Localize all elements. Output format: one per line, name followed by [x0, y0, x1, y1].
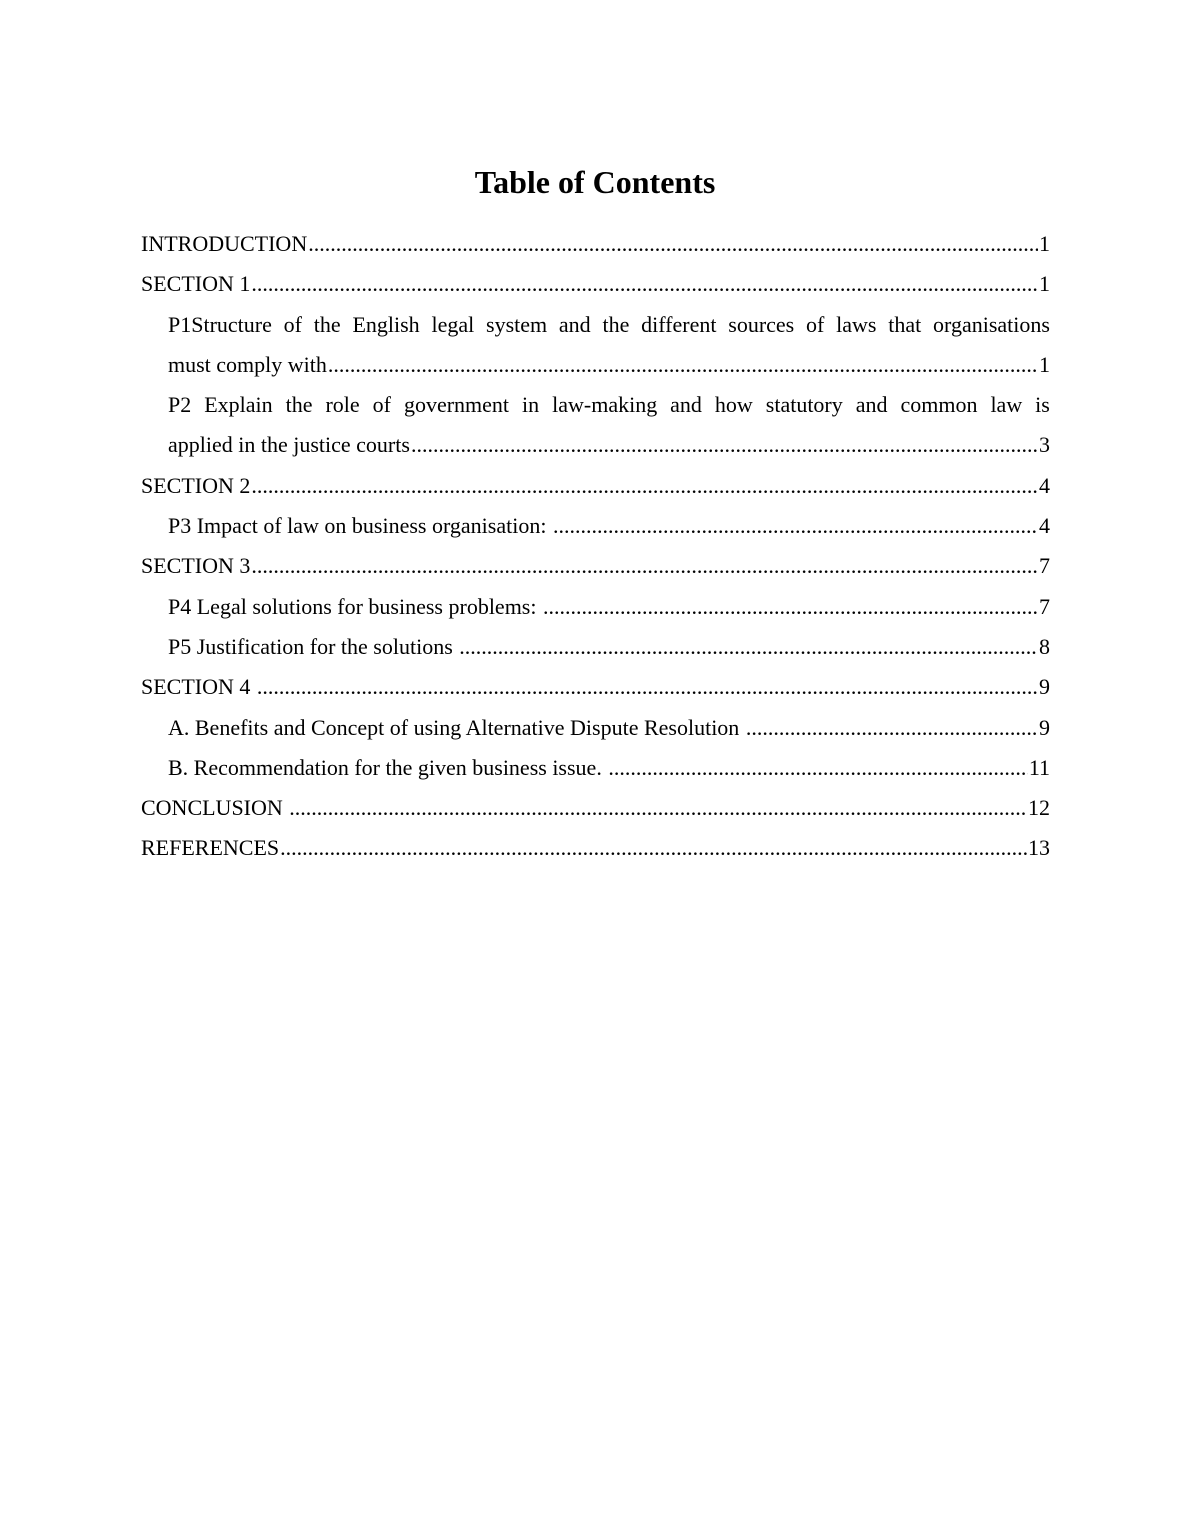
- toc-word: Explain: [204, 392, 273, 418]
- toc-entry-label: A. Benefits and Concept of using Alternative Dispute Resolution: [168, 714, 745, 740]
- toc-entry-p5[interactable]: [168, 627, 1050, 667]
- toc-word: government: [403, 392, 510, 418]
- toc-word: in: [522, 392, 540, 418]
- toc-word: and: [855, 392, 888, 418]
- toc-entry-line1: [168, 305, 1050, 345]
- toc-entry-page: 3: [1039, 432, 1050, 458]
- toc-entry-references[interactable]: [141, 828, 1050, 868]
- toc-word: and: [670, 392, 702, 418]
- toc-entry-page: 9: [1039, 674, 1050, 700]
- toc-entry-label: SECTION 3: [141, 553, 251, 579]
- dot-leader: [251, 546, 1038, 586]
- dot-leader: [608, 748, 1027, 788]
- toc-entry-label: P4 Legal solutions for business problems:: [168, 593, 542, 619]
- toc-word: organisations: [933, 311, 1050, 337]
- toc-entry-p2[interactable]: [168, 385, 1050, 466]
- toc-word: P1Structure: [168, 311, 272, 337]
- toc-entry-page: 11: [1028, 754, 1050, 780]
- toc-entry-conclusion[interactable]: [141, 788, 1050, 828]
- toc-entry-page: 13: [1028, 835, 1050, 861]
- toc-entry-p3[interactable]: [168, 506, 1050, 546]
- toc-word: statutory: [765, 392, 843, 418]
- toc-word: system: [486, 311, 548, 337]
- table-of-contents: [141, 224, 1050, 869]
- toc-word: of: [283, 311, 302, 337]
- toc-entry-section-3[interactable]: [141, 546, 1050, 586]
- toc-word: sources: [728, 311, 795, 337]
- dot-leader: [328, 345, 1038, 385]
- toc-entry-section-1[interactable]: [141, 264, 1050, 304]
- dot-leader: [308, 224, 1038, 264]
- toc-entry-section-4[interactable]: [141, 667, 1050, 707]
- toc-entry-a[interactable]: [168, 708, 1050, 748]
- toc-word: of: [806, 311, 825, 337]
- toc-entry-line2: [168, 425, 1050, 465]
- toc-entry-b[interactable]: [168, 748, 1050, 788]
- toc-entry-page: 1: [1039, 271, 1050, 297]
- toc-entry-page: 1: [1039, 231, 1050, 256]
- dot-leader: [543, 587, 1038, 627]
- toc-entry-label: applied in the justice courts: [168, 432, 410, 458]
- toc-entry-label: B. Recommendation for the given business issue.: [168, 754, 608, 780]
- toc-word: different: [641, 311, 717, 337]
- toc-entry-label: SECTION 2: [141, 472, 251, 498]
- toc-word: how: [714, 392, 753, 418]
- toc-word: is: [1035, 392, 1050, 418]
- toc-entry-label: SECTION 1: [141, 271, 251, 297]
- toc-word: role: [325, 392, 360, 418]
- toc-word: common: [900, 392, 978, 418]
- dot-leader: [411, 425, 1038, 465]
- toc-word: laws: [836, 311, 877, 337]
- toc-word: the: [602, 311, 630, 337]
- toc-entry-label: must comply with: [168, 351, 327, 377]
- toc-word: that: [888, 311, 922, 337]
- dot-leader: [257, 667, 1038, 707]
- toc-entry-p1[interactable]: [168, 305, 1050, 386]
- dot-leader: [459, 627, 1038, 667]
- toc-entry-page: 4: [1039, 472, 1050, 498]
- dot-leader: [251, 466, 1038, 506]
- toc-entry-introduction[interactable]: [141, 224, 1050, 264]
- toc-entry-label: SECTION 4: [141, 674, 256, 700]
- toc-entry-label: CONCLUSION: [141, 795, 289, 821]
- dot-leader: [746, 708, 1038, 748]
- dot-leader: [289, 788, 1027, 828]
- toc-entry-label: P5 Justification for the solutions: [168, 633, 459, 659]
- toc-word: P2: [168, 392, 192, 418]
- toc-entry-page: 12: [1028, 795, 1050, 821]
- toc-word: the: [285, 392, 313, 418]
- toc-word: legal: [431, 311, 475, 337]
- toc-entry-page: 1: [1039, 351, 1050, 377]
- toc-word: law-making: [552, 392, 658, 418]
- toc-entry-page: 7: [1039, 593, 1050, 619]
- toc-entry-p4[interactable]: [168, 587, 1050, 627]
- toc-entry-line1: [168, 385, 1050, 425]
- toc-word: the: [313, 311, 341, 337]
- toc-word: English: [352, 311, 420, 337]
- toc-entry-label: INTRODUCTION: [141, 231, 308, 256]
- dot-leader: [251, 264, 1038, 304]
- toc-entry-page: 7: [1039, 553, 1050, 579]
- toc-word: law: [990, 392, 1023, 418]
- dot-leader: [553, 506, 1038, 546]
- dot-leader: [280, 828, 1027, 868]
- toc-entry-line2: [168, 345, 1050, 385]
- toc-word: of: [372, 392, 391, 418]
- toc-word: and: [558, 311, 591, 337]
- toc-entry-section-2[interactable]: [141, 466, 1050, 506]
- toc-entry-label: P3 Impact of law on business organisation:: [168, 513, 552, 539]
- toc-title: Table of Contents: [474, 164, 716, 200]
- toc-entry-page: 9: [1039, 714, 1050, 740]
- toc-entry-page: 4: [1039, 513, 1050, 539]
- toc-entry-label: REFERENCES: [141, 835, 280, 861]
- toc-entry-page: 8: [1039, 633, 1050, 659]
